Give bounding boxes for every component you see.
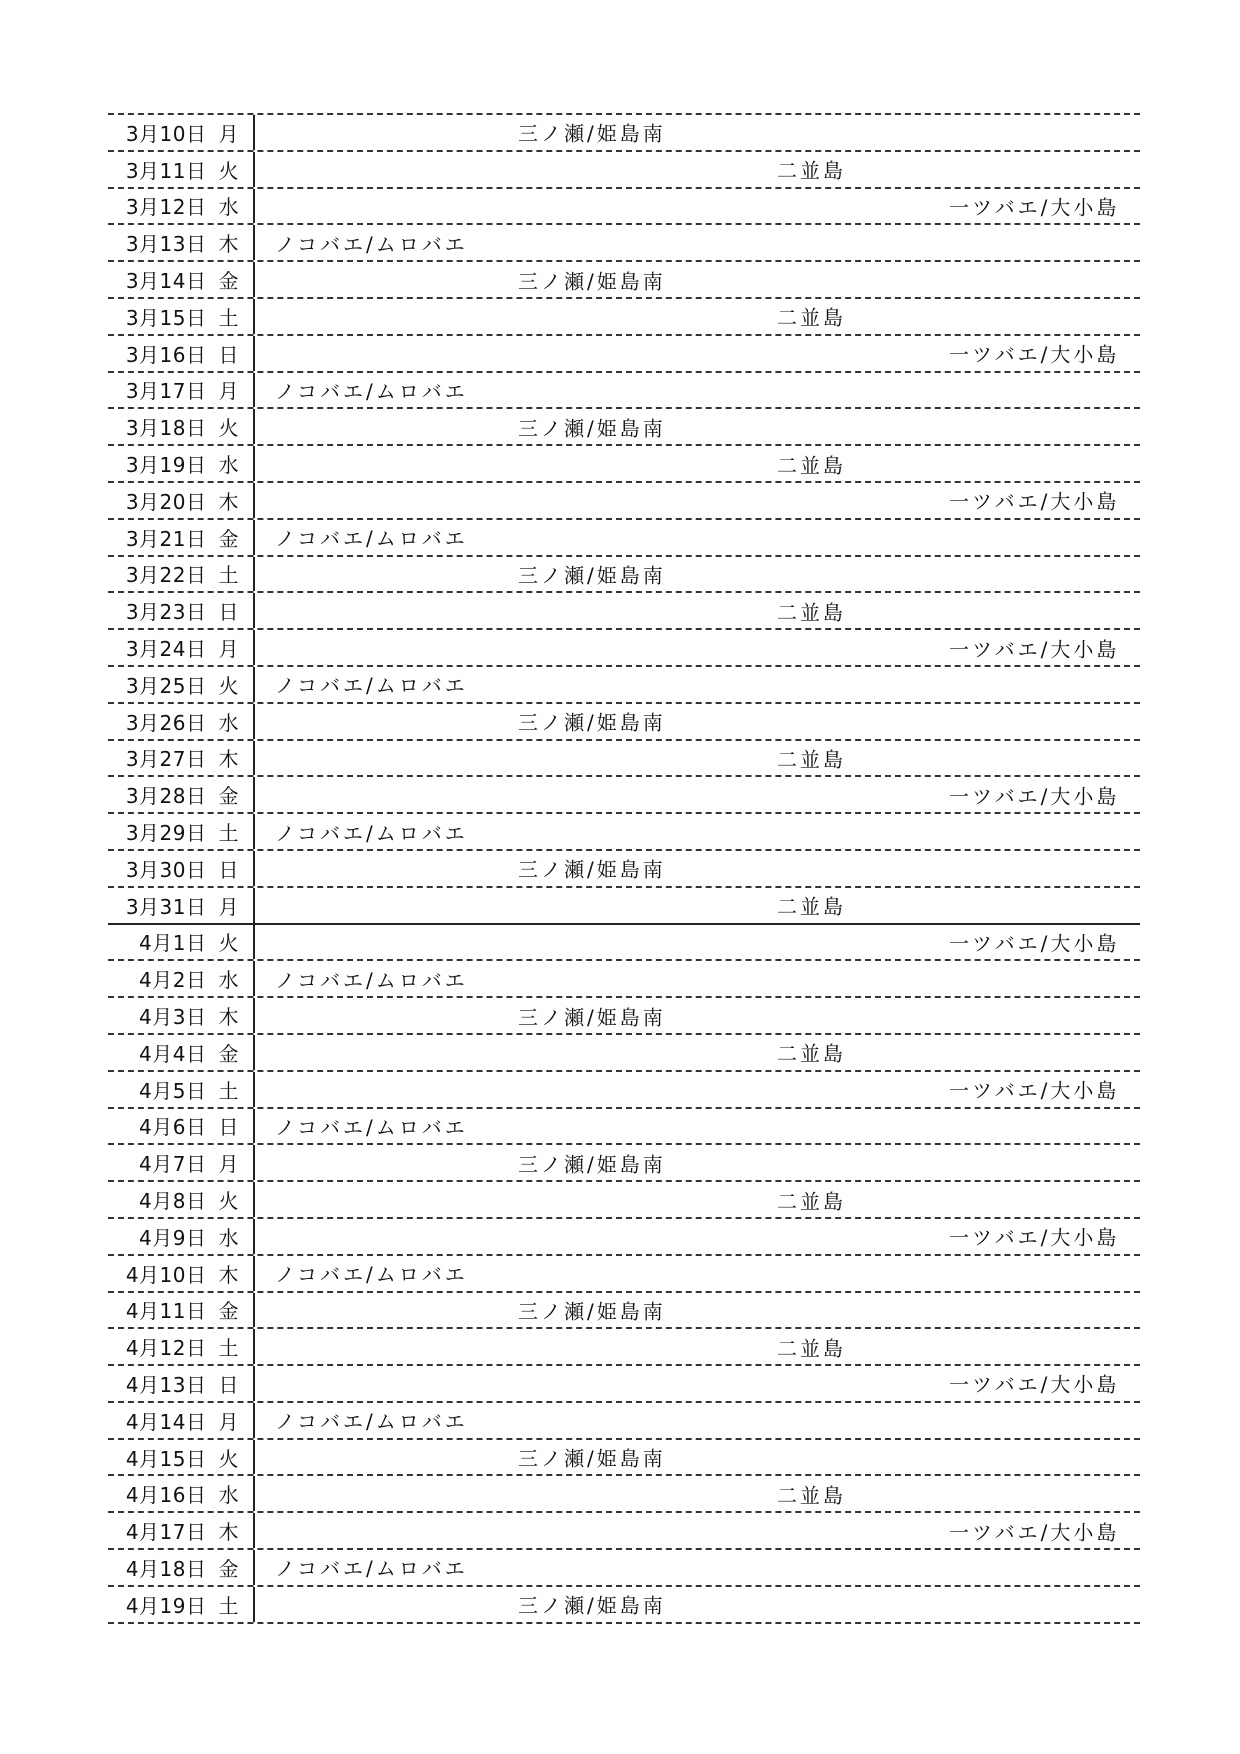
date-label: 4月17日 <box>125 1520 207 1545</box>
location-area <box>255 1293 1140 1328</box>
schedule-row <box>108 189 1140 226</box>
date-label: 4月10日 <box>125 1262 207 1287</box>
date-cell <box>108 1256 255 1291</box>
location-area <box>255 409 1140 444</box>
location-area <box>255 961 1140 996</box>
schedule-row <box>108 373 1140 410</box>
date-cell <box>108 1403 255 1438</box>
date-label: 4月14日 <box>125 1409 207 1434</box>
schedule-row <box>108 704 1140 741</box>
schedule-row <box>108 1182 1140 1219</box>
weekday-label: 水 <box>218 710 239 735</box>
schedule-row <box>108 520 1140 557</box>
location-label: 三ノ瀬/姫島南 <box>518 416 666 441</box>
location-label: 三ノ瀬/姫島南 <box>518 1299 666 1324</box>
date-label: 3月30日 <box>125 857 207 882</box>
weekday-label: 金 <box>218 269 239 294</box>
date-cell <box>108 299 255 334</box>
location-label: 二並島 <box>777 453 846 478</box>
location-area <box>255 925 1140 960</box>
weekday-label: 火 <box>218 931 239 956</box>
date-cell <box>108 1109 255 1144</box>
weekday-label: 土 <box>218 305 239 330</box>
date-cell <box>108 667 255 702</box>
date-label: 3月11日 <box>125 158 207 183</box>
schedule-row <box>108 667 1140 704</box>
schedule-row <box>108 1293 1140 1330</box>
location-area <box>255 1513 1140 1548</box>
schedule-row <box>108 1035 1140 1072</box>
location-area <box>255 520 1140 555</box>
location-label: 二並島 <box>777 158 846 183</box>
weekday-label: 水 <box>218 1225 239 1250</box>
date-cell <box>108 189 255 224</box>
weekday-label: 月 <box>218 637 239 662</box>
location-label: 三ノ瀬/姫島南 <box>518 857 666 882</box>
weekday-label: 月 <box>218 894 239 919</box>
location-area <box>255 1329 1140 1364</box>
location-area <box>255 225 1140 260</box>
weekday-label: 月 <box>218 1152 239 1177</box>
date-label: 3月22日 <box>125 563 207 588</box>
date-cell <box>108 851 255 886</box>
date-label: 4月13日 <box>125 1372 207 1397</box>
location-label: 一ツバエ/大小島 <box>949 1520 1120 1545</box>
date-label: 3月21日 <box>125 526 207 551</box>
weekday-label: 日 <box>218 600 239 625</box>
date-label: 4月3日 <box>139 1005 207 1030</box>
schedule-table <box>108 113 1140 1624</box>
schedule-row <box>108 888 1140 925</box>
date-label: 4月5日 <box>139 1078 207 1103</box>
date-cell <box>108 1366 255 1401</box>
schedule-row <box>108 1109 1140 1146</box>
date-cell <box>108 152 255 187</box>
location-label: 三ノ瀬/姫島南 <box>518 1446 666 1471</box>
date-label: 4月11日 <box>125 1299 207 1324</box>
date-label: 3月18日 <box>125 416 207 441</box>
date-label: 4月7日 <box>139 1152 207 1177</box>
location-area <box>255 262 1140 297</box>
schedule-row <box>108 741 1140 778</box>
weekday-label: 水 <box>218 968 239 993</box>
location-area <box>255 483 1140 518</box>
weekday-label: 日 <box>218 342 239 367</box>
date-label: 3月24日 <box>125 637 207 662</box>
date-label: 4月16日 <box>125 1483 207 1508</box>
location-label: 二並島 <box>777 894 846 919</box>
weekday-label: 火 <box>218 158 239 183</box>
location-area <box>255 630 1140 665</box>
location-area <box>255 1072 1140 1107</box>
date-cell <box>108 1476 255 1511</box>
date-cell <box>108 777 255 812</box>
weekday-label: 月 <box>218 379 239 404</box>
date-label: 3月20日 <box>125 489 207 514</box>
location-label: 三ノ瀬/姫島南 <box>518 710 666 735</box>
date-cell <box>108 1182 255 1217</box>
weekday-label: 木 <box>218 1520 239 1545</box>
location-label: ノコバエ/ムロバエ <box>275 1115 468 1140</box>
location-area <box>255 1109 1140 1144</box>
location-area <box>255 741 1140 776</box>
location-area <box>255 557 1140 592</box>
location-label: ノコバエ/ムロバエ <box>275 526 468 551</box>
schedule-row <box>108 1403 1140 1440</box>
date-cell <box>108 998 255 1033</box>
date-label: 3月13日 <box>125 232 207 257</box>
location-area <box>255 1476 1140 1511</box>
location-area <box>255 667 1140 702</box>
date-label: 3月25日 <box>125 673 207 698</box>
location-area <box>255 1403 1140 1438</box>
location-label: 三ノ瀬/姫島南 <box>518 1593 666 1618</box>
date-label: 4月15日 <box>125 1446 207 1471</box>
date-label: 4月9日 <box>139 1225 207 1250</box>
schedule-row <box>108 1329 1140 1366</box>
date-cell <box>108 1035 255 1070</box>
date-cell <box>108 1072 255 1107</box>
location-label: 一ツバエ/大小島 <box>949 1225 1120 1250</box>
schedule-row <box>108 1072 1140 1109</box>
schedule-row <box>108 1550 1140 1587</box>
location-area <box>255 189 1140 224</box>
schedule-row <box>108 851 1140 888</box>
date-cell <box>108 1513 255 1548</box>
location-area <box>255 152 1140 187</box>
date-label: 3月10日 <box>125 121 207 146</box>
schedule-row <box>108 225 1140 262</box>
date-cell <box>108 1293 255 1328</box>
weekday-label: 土 <box>218 1078 239 1103</box>
location-label: 三ノ瀬/姫島南 <box>518 121 666 146</box>
location-area <box>255 373 1140 408</box>
date-cell <box>108 1587 255 1622</box>
date-cell <box>108 1550 255 1585</box>
date-cell <box>108 336 255 371</box>
date-cell <box>108 704 255 739</box>
date-cell <box>108 373 255 408</box>
location-label: ノコバエ/ムロバエ <box>275 1262 468 1287</box>
location-area <box>255 1550 1140 1585</box>
location-label: 三ノ瀬/姫島南 <box>518 1152 666 1177</box>
date-cell <box>108 888 255 923</box>
weekday-label: 木 <box>218 232 239 257</box>
location-label: 一ツバエ/大小島 <box>949 342 1120 367</box>
date-cell <box>108 925 255 960</box>
date-cell <box>108 593 255 628</box>
date-label: 3月23日 <box>125 600 207 625</box>
date-cell <box>108 483 255 518</box>
location-label: ノコバエ/ムロバエ <box>275 1409 468 1434</box>
location-label: ノコバエ/ムロバエ <box>275 821 468 846</box>
location-area <box>255 1145 1140 1180</box>
date-cell <box>108 1329 255 1364</box>
date-label: 3月27日 <box>125 747 207 772</box>
location-area <box>255 1440 1140 1475</box>
location-area <box>255 1256 1140 1291</box>
location-area <box>255 446 1140 481</box>
weekday-label: 月 <box>218 121 239 146</box>
date-label: 3月26日 <box>125 710 207 735</box>
schedule-row <box>108 1440 1140 1477</box>
location-label: 二並島 <box>777 1483 846 1508</box>
location-label: 二並島 <box>777 1189 846 1213</box>
schedule-row <box>108 299 1140 336</box>
location-area <box>255 851 1140 886</box>
date-label: 4月4日 <box>139 1041 207 1066</box>
weekday-label: 日 <box>218 857 239 882</box>
date-cell <box>108 1440 255 1475</box>
schedule-row <box>108 336 1140 373</box>
date-label: 3月14日 <box>125 269 207 294</box>
date-label: 4月19日 <box>125 1593 207 1618</box>
schedule-row <box>108 961 1140 998</box>
schedule-row <box>108 1513 1140 1550</box>
location-label: 一ツバエ/大小島 <box>949 784 1120 809</box>
location-area <box>255 777 1140 812</box>
schedule-row <box>108 1219 1140 1256</box>
location-label: ノコバエ/ムロバエ <box>275 968 468 993</box>
date-cell <box>108 557 255 592</box>
location-label: 三ノ瀬/姫島南 <box>518 1005 666 1030</box>
date-label: 3月29日 <box>125 821 207 846</box>
weekday-label: 日 <box>218 1372 239 1397</box>
date-cell <box>108 409 255 444</box>
location-label: 二並島 <box>777 747 846 772</box>
schedule-row <box>108 1476 1140 1513</box>
schedule-row <box>108 923 1140 962</box>
location-area <box>255 1219 1140 1254</box>
date-label: 3月19日 <box>125 453 207 478</box>
weekday-label: 土 <box>218 1336 239 1361</box>
location-label: ノコバエ/ムロバエ <box>275 673 468 698</box>
weekday-label: 水 <box>218 453 239 478</box>
location-label: 一ツバエ/大小島 <box>949 637 1120 662</box>
location-label: 一ツバエ/大小島 <box>949 489 1120 514</box>
location-area <box>255 336 1140 371</box>
date-cell <box>108 1219 255 1254</box>
location-label: 三ノ瀬/姫島南 <box>518 563 666 588</box>
date-label: 3月12日 <box>125 195 207 220</box>
location-label: 三ノ瀬/姫島南 <box>518 269 666 294</box>
date-cell <box>108 115 255 150</box>
schedule-row <box>108 262 1140 299</box>
weekday-label: 木 <box>218 489 239 514</box>
weekday-label: 金 <box>218 1299 239 1324</box>
weekday-label: 土 <box>218 563 239 588</box>
date-label: 3月28日 <box>125 784 207 809</box>
location-area <box>255 888 1140 923</box>
weekday-label: 木 <box>218 1262 239 1287</box>
date-label: 4月8日 <box>139 1189 207 1213</box>
location-label: 二並島 <box>777 305 846 330</box>
location-area <box>255 1366 1140 1401</box>
date-cell <box>108 446 255 481</box>
location-area <box>255 1035 1140 1070</box>
date-cell <box>108 814 255 849</box>
schedule-row <box>108 777 1140 814</box>
date-cell <box>108 961 255 996</box>
weekday-label: 金 <box>218 526 239 551</box>
location-label: 一ツバエ/大小島 <box>949 931 1120 956</box>
date-cell <box>108 1145 255 1180</box>
schedule-row <box>108 1145 1140 1182</box>
location-area <box>255 593 1140 628</box>
schedule-row <box>108 814 1140 851</box>
weekday-label: 火 <box>218 1189 239 1213</box>
date-label: 4月2日 <box>139 968 207 993</box>
weekday-label: 金 <box>218 1556 239 1581</box>
date-label: 3月16日 <box>125 342 207 367</box>
date-cell <box>108 262 255 297</box>
weekday-label: 土 <box>218 821 239 846</box>
location-label: 一ツバエ/大小島 <box>949 195 1120 220</box>
schedule-row <box>108 446 1140 483</box>
weekday-label: 金 <box>218 1041 239 1066</box>
location-label: ノコバエ/ムロバエ <box>275 1556 468 1581</box>
date-label: 4月6日 <box>139 1115 207 1140</box>
date-cell <box>108 520 255 555</box>
schedule-row <box>108 1256 1140 1293</box>
location-area <box>255 299 1140 334</box>
date-label: 3月15日 <box>125 305 207 330</box>
schedule-row <box>108 409 1140 446</box>
schedule-row <box>108 998 1140 1035</box>
schedule-row <box>108 630 1140 667</box>
date-label: 4月1日 <box>139 931 207 956</box>
location-area <box>255 998 1140 1033</box>
weekday-label: 水 <box>218 1483 239 1508</box>
weekday-label: 金 <box>218 784 239 809</box>
date-label: 4月12日 <box>125 1336 207 1361</box>
location-label: 二並島 <box>777 600 846 625</box>
weekday-label: 火 <box>218 1446 239 1471</box>
location-label: 一ツバエ/大小島 <box>949 1078 1120 1103</box>
location-label: 二並島 <box>777 1336 846 1361</box>
date-cell <box>108 741 255 776</box>
date-cell <box>108 225 255 260</box>
location-label: ノコバエ/ムロバエ <box>275 379 468 404</box>
schedule-row <box>108 557 1140 594</box>
schedule-row <box>108 152 1140 189</box>
date-label: 4月18日 <box>125 1556 207 1581</box>
weekday-label: 木 <box>218 1005 239 1030</box>
location-label: 二並島 <box>777 1041 846 1066</box>
location-label: 一ツバエ/大小島 <box>949 1372 1120 1397</box>
location-area <box>255 1587 1140 1622</box>
weekday-label: 木 <box>218 747 239 772</box>
weekday-label: 水 <box>218 195 239 220</box>
location-area <box>255 704 1140 739</box>
date-cell <box>108 630 255 665</box>
location-area <box>255 814 1140 849</box>
schedule-row <box>108 1366 1140 1403</box>
schedule-row <box>108 1587 1140 1624</box>
location-area <box>255 1182 1140 1217</box>
location-label: ノコバエ/ムロバエ <box>275 232 468 257</box>
schedule-row <box>108 483 1140 520</box>
schedule-row <box>108 115 1140 152</box>
date-label: 3月17日 <box>125 379 207 404</box>
weekday-label: 日 <box>218 1115 239 1140</box>
weekday-label: 火 <box>218 416 239 441</box>
weekday-label: 月 <box>218 1409 239 1434</box>
weekday-label: 土 <box>218 1593 239 1618</box>
location-area <box>255 115 1140 150</box>
schedule-row <box>108 593 1140 630</box>
weekday-label: 火 <box>218 673 239 698</box>
date-label: 3月31日 <box>125 894 207 919</box>
